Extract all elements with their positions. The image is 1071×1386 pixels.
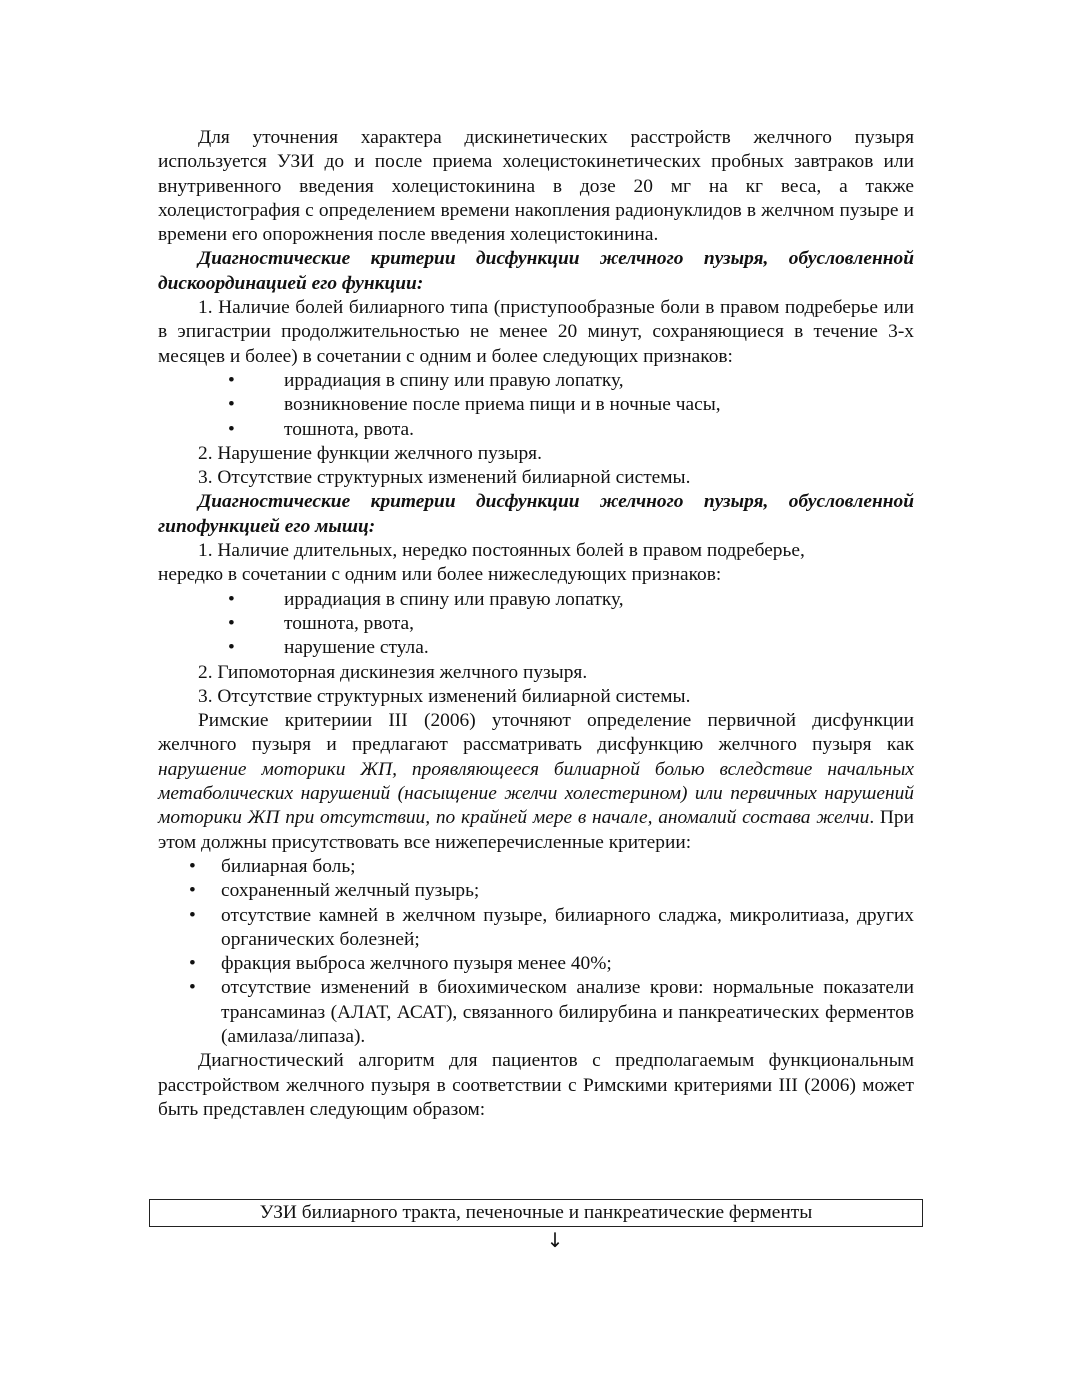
section2-heading: Диагностические критерии дисфункции желчного пузыря, обусловленной гипофункцией его мышц: [158, 491, 914, 537]
bullet-icon: • [189, 855, 196, 877]
bullet-icon: • [228, 369, 235, 391]
list-item: • нарушение стула. [158, 636, 914, 660]
bullet-icon: • [228, 418, 235, 440]
section2-item3: 3. Отсутствие структурных изменений билиарной системы. [198, 685, 691, 707]
bullet-icon: • [189, 977, 196, 999]
bullet-icon: • [189, 880, 196, 902]
list-item: • фракция выброса желчного пузыря менее 40%; [158, 952, 914, 976]
list-item: • иррадиация в спину или правую лопатку, [158, 588, 914, 612]
algorithm-intro-paragraph: Диагностический алгоритм для пациентов с предполагаемым функциональным расстройством желчного пузыря в соответствии с Римскими критериями III (2006) может быть представлен следующим образом: [158, 1050, 914, 1120]
section2-item1-line2: нередко в сочетании с одним или более нижеследующих признаков: [158, 564, 722, 586]
gallbladder-dysfunction-definition: нарушение моторики ЖП, проявляющееся билиарной болью вследствие начальных метаболических нарушений (насыщение желчи холестерином) или первичных нарушений моторики ЖП при отсутствии, по крайней мере в начале, аномалий состава желчи [158, 758, 914, 829]
list-item: • возникновение после приема пищи и в ночные часы, [158, 393, 914, 417]
section1-item1: 1. Наличие болей билиарного типа (приступообразные боли в правом подреберье или в эпигастрии продолжительностью не менее 20 минут, сохраняющиеся в течение 3-х месяцев и более) в сочетании с одним и более следующих признаков: [158, 297, 914, 367]
rome-criteria-list [158, 855, 914, 1049]
arrow-down-icon: ↓ [546, 1228, 564, 1252]
section2-item2: 2. Гипомоторная дискинезия желчного пузыря. [198, 661, 588, 683]
rome-criteria-paragraph: Римские критериии III (2006) уточняют определение первичной дисфункции желчного пузыря и предлагают рассматривать дисфункцию желчного пузыря как нарушение моторики ЖП, проявляющееся билиарной болью вследствие начальных метаболических нарушений (насыщение желчи холестерином) или первичных нарушений моторики ЖП при отсутствии, по крайней мере в начале, аномалий состава желчи. При этом должны присутствовать все нижеперечисленные критерии: [158, 710, 914, 853]
section1-item2: 2. Нарушение функции желчного пузыря. [198, 442, 542, 464]
section1-heading: Диагностические критерии дисфункции желчного пузыря, обусловленной дискоординацией его функции: [158, 248, 914, 294]
list-item: • отсутствие камней в желчном пузыре, билиарного сладжа, микролитиаза, других органических болезней; [189, 904, 914, 950]
bullet-icon: • [189, 953, 196, 975]
section1-bullet-list [158, 369, 914, 442]
section2-item1-line1: 1. Наличие длительных, нередко постоянных болей в правом подреберье, [198, 540, 805, 562]
intro-paragraph: Для уточнения характера дискинетических расстройств желчного пузыря используется УЗИ до и после приема холецистокинетических пробных завтраков или внутривенного введения холецистокинина в дозе 20 мг на кг веса, а также холецистография с определением времени накопления радионуклидов в желчном пузыре и времени его опорожнения после введения холецистокинина. [158, 127, 914, 246]
bullet-icon: • [228, 612, 235, 634]
list-item: • иррадиация в спину или правую лопатку, [158, 369, 914, 393]
section2-bullet-list [158, 588, 914, 661]
document-body [158, 126, 914, 1122]
bullet-icon: • [228, 637, 235, 659]
list-item: • билиарная боль; [158, 855, 914, 879]
list-item: • тошнота, рвота. [158, 418, 914, 442]
section1-item3: 3. Отсутствие структурных изменений билиарной системы. [198, 467, 691, 489]
bullet-icon: • [228, 394, 235, 416]
bullet-icon: • [189, 904, 196, 926]
list-item: • отсутствие изменений в биохимическом анализе крови: нормальные показатели трансаминаз (АЛАТ, АСАТ), связанного билирубина и панкреатических ферментов (амилаза/липаза). [189, 977, 914, 1047]
bullet-icon: • [228, 588, 235, 610]
list-item: • тошнота, рвота, [158, 612, 914, 636]
flowchart-step-ultrasound-box: УЗИ билиарного тракта, печеночные и панкреатические ферменты [149, 1199, 923, 1227]
list-item: • сохраненный желчный пузырь; [158, 879, 914, 903]
